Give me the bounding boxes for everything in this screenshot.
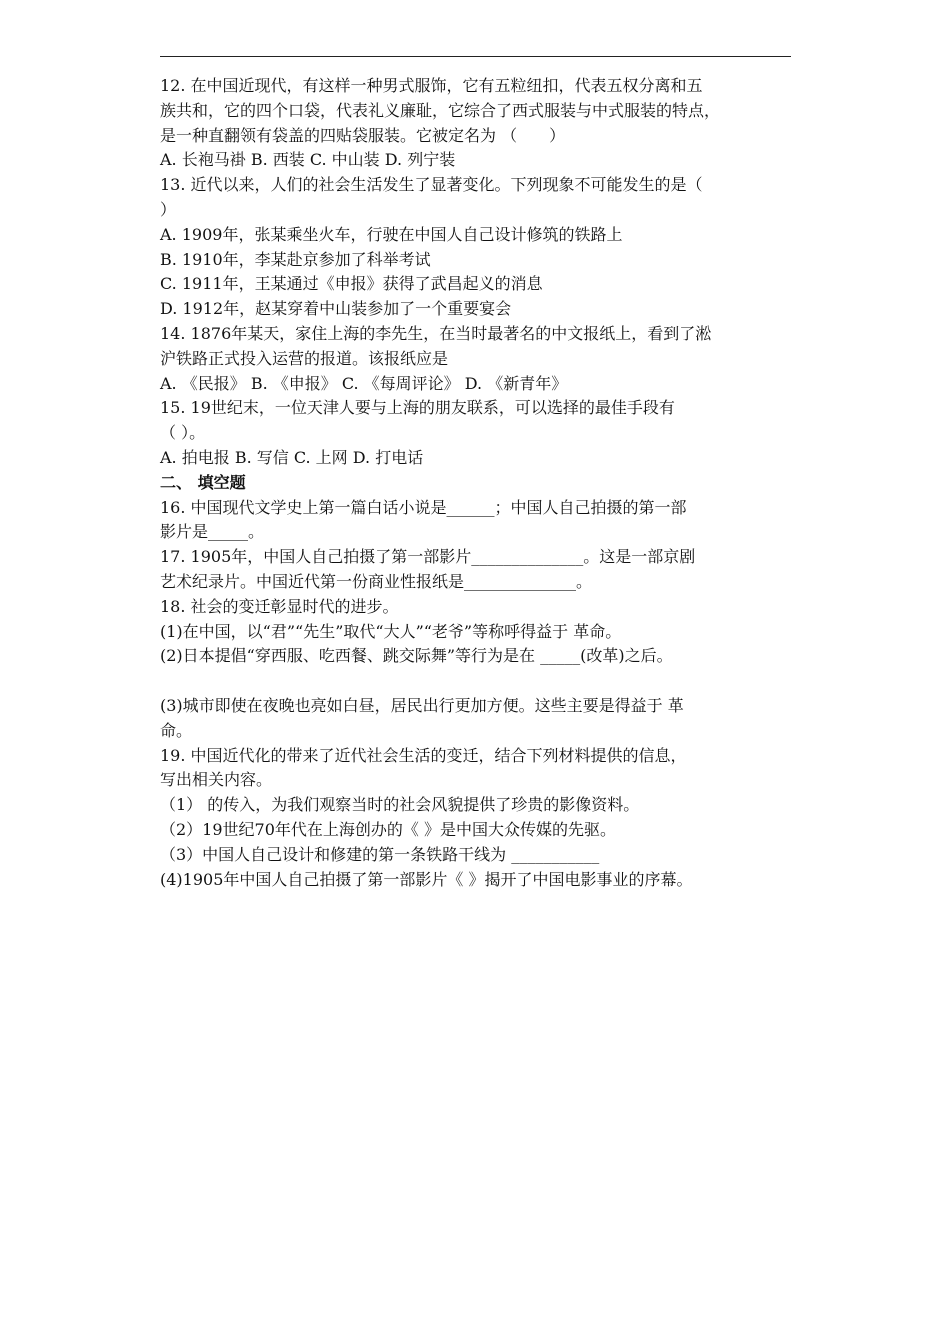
q19-part-1: （1） 的传入，为我们观察当时的社会风貌提供了珍贵的影像资料。: [160, 795, 640, 815]
q14-line-1: 14. 1876年某天，家住上海的李先生，在当时最著名的中文报纸上，看到了淞: [160, 323, 712, 343]
document-body: [160, 74, 800, 892]
q18-part-3-line-2: 命。: [160, 720, 193, 740]
q19-part-2: （2）19世纪70年代在上海创办的《 》是中国大众传媒的先驱。: [160, 819, 616, 839]
q12-line-1: 12. 在中国近现代，有这样一种男式服饰，它有五粒纽扣，代表五权分离和五: [160, 76, 703, 95]
q18-line-1: 18. 社会的变迁彰显时代的进步。: [160, 596, 399, 616]
q16-line-2: 影片是_____。: [160, 522, 265, 542]
q17-line-2: 艺术纪录片。中国近代第一份商业性报纸是______________。: [160, 571, 593, 591]
q18-part-1: (1)在中国，以“君”“先生”取代“大人”“老爷”等称呼得益于 革命。: [160, 621, 622, 641]
q15-options: A. 拍电报 B. 写信 C. 上网 D. 打电话: [160, 447, 424, 467]
q16-line-1: 16. 中国现代文学史上第一篇白话小说是______；中国人自己拍摄的第一部: [160, 497, 687, 517]
q12-options: A. 长袍马褂 B. 西装 C. 中山装 D. 列宁装: [160, 150, 456, 170]
section-heading-fill-in: 二、 填空题: [160, 472, 246, 492]
q14-options: A. 《民报》 B. 《申报》 C. 《每周评论》 D. 《新青年》: [160, 373, 568, 393]
q13-option-d: D. 1912年，赵某穿着中山装参加了一个重要宴会: [160, 299, 512, 319]
header-rule: [160, 56, 791, 57]
q12-line-2: 族共和，它的四个口袋，代表礼义廉耻，它综合了西式服装与中式服装的特点，: [160, 100, 721, 120]
blank-line: [160, 669, 800, 694]
q12-line-3: 是一种直翻领有袋盖的四贴袋服装。它被定名为 （ ）: [160, 125, 566, 145]
q17-line-1: 17. 1905年，中国人自己拍摄了第一部影片______________。这是一部京剧: [160, 547, 696, 567]
q18-part-2: (2)日本提倡“穿西服、吃西餐、跳交际舞”等行为是在 _____(改革)之后。: [160, 646, 673, 666]
q19-line-1: 19. 中国近代化的带来了近代社会生活的变迁，结合下列材料提供的信息，: [160, 745, 687, 765]
q15-line-2: （ ）。: [160, 423, 206, 443]
q19-line-2: 写出相关内容。: [160, 770, 273, 790]
q13-line-1: 13. 近代以来，人们的社会生活发生了显著变化。下列现象不可能发生的是（: [160, 175, 703, 195]
q13-option-b: B. 1910年，李某赴京参加了科举考试: [160, 249, 431, 269]
q19-part-4: (4)1905年中国人自己拍摄了第一部影片《 》揭开了中国电影事业的序幕。: [160, 869, 693, 889]
q13-option-a: A. 1909年，张某乘坐火车，行驶在中国人自己设计修筑的铁路上: [160, 224, 623, 244]
q13-option-c: C. 1911年，王某通过《申报》获得了武昌起义的消息: [160, 274, 543, 294]
q18-part-3-line-1: (3)城市即使在夜晚也亮如白昼，居民出行更加方便。这些主要是得益于 革: [160, 695, 684, 715]
q19-part-3: （3）中国人自己设计和修建的第一条铁路干线为 ___________: [160, 844, 600, 864]
q14-line-2: 沪铁路正式投入运营的报道。该报纸应是: [160, 348, 449, 368]
q15-line-1: 15. 19世纪末，一位天津人要与上海的朋友联系，可以选择的最佳手段有: [160, 398, 675, 418]
q13-line-2: ）: [160, 199, 177, 219]
